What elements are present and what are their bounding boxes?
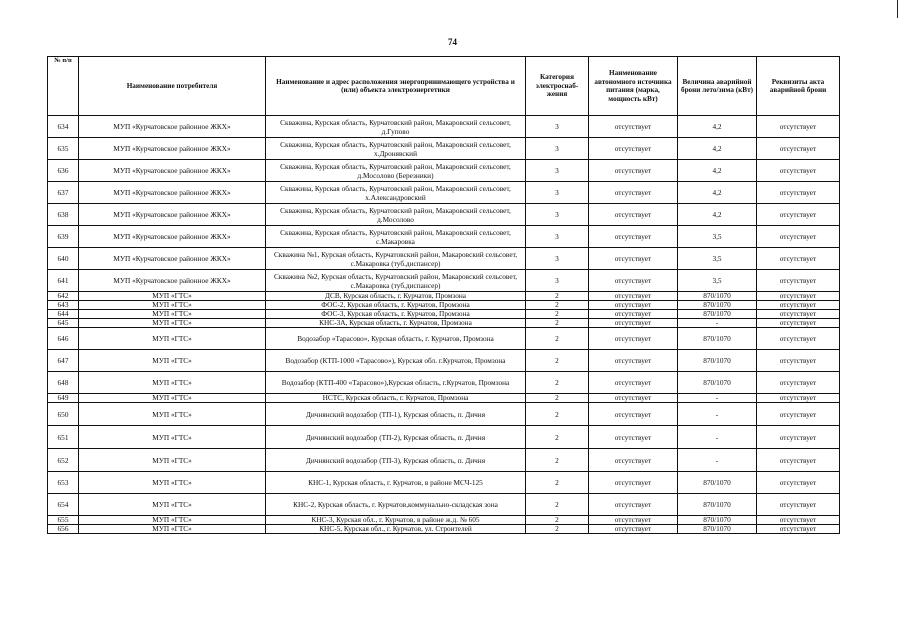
table-row [48,472,840,494]
cell-num: 644 [48,310,79,319]
table-body [48,116,840,534]
cell-act: отсутствует [757,248,840,270]
cell-consumer: МУП «ГТС» [79,525,266,534]
cell-num: 637 [48,182,79,204]
cell-num: 650 [48,403,79,426]
cell-category: 3 [526,270,589,292]
cell-consumer: МУП «Курчатовское районное ЖКХ» [79,116,266,138]
cell-category: 3 [526,204,589,226]
cell-source: отсутствует [589,372,678,394]
cell-source: отсутствует [589,310,678,319]
cell-reserve: - [678,394,757,403]
cell-num: 636 [48,160,79,182]
cell-source: отсутствует [589,394,678,403]
cell-source: отсутствует [589,301,678,310]
cell-num: 645 [48,319,79,328]
cell-act: отсутствует [757,319,840,328]
cell-object: Скважина, Курская область, Курчатовский район, Макаровский сельсовет, с.Макаровка [266,226,526,248]
cell-object: Скважина, Курская область, Курчатовский район, Макаровский сельсовет, д.Мосолово (Березники) [266,160,526,182]
cell-source: отсутствует [589,292,678,301]
table-row [48,449,840,472]
cell-source: отсутствует [589,449,678,472]
cell-act: отсутствует [757,328,840,350]
cell-act: отсутствует [757,372,840,394]
cell-num: 643 [48,301,79,310]
cell-act: отсутствует [757,160,840,182]
header-consumer: Наименование потребителя [79,57,266,116]
cell-category: 2 [526,494,589,516]
table-row [48,350,840,372]
cell-consumer: МУП «Курчатовское районное ЖКХ» [79,248,266,270]
cell-category: 2 [526,426,589,449]
table-row [48,328,840,350]
reserve-registry-table [47,56,840,534]
cell-reserve: - [678,426,757,449]
table-row [48,160,840,182]
cell-reserve: 870/1070 [678,494,757,516]
cell-act: отсутствует [757,301,840,310]
cell-num: 646 [48,328,79,350]
cell-reserve: 870/1070 [678,328,757,350]
table-row [48,372,840,394]
cell-source: отсутствует [589,516,678,525]
cell-num: 640 [48,248,79,270]
cell-category: 2 [526,472,589,494]
cell-num: 641 [48,270,79,292]
cell-consumer: МУП «ГТС» [79,403,266,426]
cell-category: 3 [526,160,589,182]
cell-category: 3 [526,248,589,270]
cell-source: отсутствует [589,426,678,449]
cell-consumer: МУП «Курчатовское районное ЖКХ» [79,160,266,182]
cell-consumer: МУП «ГТС» [79,310,266,319]
cell-consumer: МУП «ГТС» [79,494,266,516]
cell-consumer: МУП «ГТС» [79,394,266,403]
cell-consumer: МУП «ГТС» [79,472,266,494]
table-row [48,182,840,204]
cell-object: Дичнянский водозабор (ТП-3), Курская область, п. Дичня [266,449,526,472]
cell-category: 2 [526,350,589,372]
cell-source: отсутствует [589,494,678,516]
cell-object: Дичнянский водозабор (ТП-2), Курская область, п. Дичня [266,426,526,449]
cell-reserve: - [678,319,757,328]
cell-reserve: - [678,449,757,472]
page-number: 74 [448,37,457,47]
cell-num: 652 [48,449,79,472]
cell-category: 2 [526,516,589,525]
cell-act: отсутствует [757,394,840,403]
header-row [48,57,840,116]
cell-category: 2 [526,292,589,301]
cell-act: отсутствует [757,516,840,525]
cell-reserve: 3,5 [678,270,757,292]
cell-object: Скважина №2, Курская область, Курчатовский район, Макаровский сельсовет, с.Макаровка (туб.диспансер) [266,270,526,292]
cell-act: отсутствует [757,138,840,160]
cell-category: 2 [526,449,589,472]
cell-act: отсутствует [757,449,840,472]
cell-source: отсутствует [589,319,678,328]
cell-consumer: МУП «Курчатовское районное ЖКХ» [79,182,266,204]
cell-num: 647 [48,350,79,372]
cell-category: 2 [526,372,589,394]
cell-act: отсутствует [757,494,840,516]
cell-category: 3 [526,138,589,160]
table-row [48,426,840,449]
table-row [48,310,840,319]
cell-num: 655 [48,516,79,525]
cell-act: отсутствует [757,226,840,248]
cell-num: 649 [48,394,79,403]
table-row [48,516,840,525]
cell-consumer: МУП «Курчатовское районное ЖКХ» [79,204,266,226]
cell-num: 638 [48,204,79,226]
cell-reserve: 870/1070 [678,372,757,394]
cell-category: 2 [526,394,589,403]
cell-num: 642 [48,292,79,301]
cell-object: Скважина, Курская область, Курчатовский район, Макаровский сельсовет, д.Гупово [266,116,526,138]
cell-consumer: МУП «Курчатовское районное ЖКХ» [79,270,266,292]
cell-object: Скважина, Курская область, Курчатовский район, Макаровский сельсовет, д.Мосолово [266,204,526,226]
header-num: № п/п [48,57,79,116]
cell-category: 2 [526,525,589,534]
cell-source: отсутствует [589,182,678,204]
cell-object: Скважина, Курская область, Курчатовский район, Макаровский сельсовет, х.Александровский [266,182,526,204]
cell-source: отсутствует [589,525,678,534]
cell-act: отсутствует [757,292,840,301]
cell-consumer: МУП «ГТС» [79,319,266,328]
cell-num: 653 [48,472,79,494]
cell-source: отсутствует [589,328,678,350]
cell-object: КНС-5, Курская обл., г. Курчатов, ул. Строителей [266,525,526,534]
cell-consumer: МУП «ГТС» [79,292,266,301]
cell-object: КНС-2, Курская область, г. Курчатов,коммунально-складская зона [266,494,526,516]
cell-source: отсутствует [589,226,678,248]
cell-num: 648 [48,372,79,394]
cell-reserve: 870/1070 [678,310,757,319]
cell-reserve: - [678,403,757,426]
header-category: Категория электроснаб-жения [526,57,589,116]
cell-act: отсутствует [757,426,840,449]
cell-object: ФОС-2, Курская область, г. Курчатов, Промзона [266,301,526,310]
table-row [48,301,840,310]
cell-consumer: МУП «Курчатовское районное ЖКХ» [79,226,266,248]
cell-object: ДСВ, Курская область, г. Курчатов, Промзона [266,292,526,301]
cell-reserve: 4,2 [678,204,757,226]
cell-act: отсутствует [757,350,840,372]
cell-reserve: 4,2 [678,182,757,204]
cell-reserve: 870/1070 [678,292,757,301]
cell-object: Скважина №1, Курская область, Курчатовский район, Макаровский сельсовет, с.Макаровка (туб.диспансер) [266,248,526,270]
cell-consumer: МУП «Курчатовское районное ЖКХ» [79,138,266,160]
cell-source: отсутствует [589,472,678,494]
cell-object: КНС-3А, Курская область, г. Курчатов, Промзона [266,319,526,328]
cell-reserve: 870/1070 [678,301,757,310]
cell-consumer: МУП «ГТС» [79,449,266,472]
cell-category: 3 [526,182,589,204]
cell-reserve: 4,2 [678,138,757,160]
header-act: Реквизиты акта аварийной брони [757,57,840,116]
cell-object: Водозабор «Тарасово», Курская область, г. Курчатов, Промзона [266,328,526,350]
cell-consumer: МУП «ГТС» [79,328,266,350]
cell-object: Дичнянский водозабор (ТП-1), Курская область, п. Дичня [266,403,526,426]
cell-reserve: 870/1070 [678,350,757,372]
table-row [48,403,840,426]
cell-object: Водозабор (КТП-400 «Тарасово»),Курская область, г.Курчатов, Промзона [266,372,526,394]
cell-act: отсутствует [757,525,840,534]
cell-consumer: МУП «ГТС» [79,516,266,525]
cell-consumer: МУП «ГТС» [79,301,266,310]
table-row [48,525,840,534]
cell-consumer: МУП «ГТС» [79,426,266,449]
table-row [48,494,840,516]
table-row [48,394,840,403]
cell-category: 2 [526,301,589,310]
cell-num: 654 [48,494,79,516]
cell-act: отсутствует [757,310,840,319]
cell-category: 3 [526,116,589,138]
cell-num: 639 [48,226,79,248]
cell-category: 2 [526,319,589,328]
cell-source: отсутствует [589,116,678,138]
table-row [48,270,840,292]
cell-num: 635 [48,138,79,160]
cell-source: отсутствует [589,248,678,270]
cell-act: отсутствует [757,182,840,204]
cell-source: отсутствует [589,403,678,426]
cell-reserve: 3,5 [678,226,757,248]
cell-object: ФОС-3, Курская область, г. Курчатов, Промзона [266,310,526,319]
table-row [48,116,840,138]
cell-category: 2 [526,328,589,350]
cell-reserve: 870/1070 [678,516,757,525]
table-row [48,138,840,160]
table-row [48,292,840,301]
cell-object: Водозабор (КТП-1000 «Тарасово»), Курская обл. г.Курчатов, Промзона [266,350,526,372]
table-row [48,204,840,226]
header-object: Наименование и адрес расположения энергопринимающего устройства и (или) объекта электроэнергетики [266,57,526,116]
cell-act: отсутствует [757,116,840,138]
cell-act: отсутствует [757,204,840,226]
cell-source: отсутствует [589,160,678,182]
cell-num: 634 [48,116,79,138]
header-reserve: Величина аварийной брони лето/зима (кВт) [678,57,757,116]
header-source: Наименование автономного источника питания (марка, мощность кВт) [589,57,678,116]
cell-object: Скважина, Курская область, Курчатовский район, Макаровский сельсовет, х.Дронявский [266,138,526,160]
page-edge-mark [897,0,898,18]
cell-category: 2 [526,403,589,426]
cell-source: отсутствует [589,204,678,226]
cell-act: отсутствует [757,472,840,494]
table-row [48,248,840,270]
cell-source: отсутствует [589,138,678,160]
cell-act: отсутствует [757,403,840,426]
cell-num: 651 [48,426,79,449]
cell-reserve: 870/1070 [678,525,757,534]
cell-reserve: 4,2 [678,160,757,182]
cell-object: КНС-1, Курская область, г. Курчатов, в районе МСЧ-125 [266,472,526,494]
cell-object: КНС-3, Курская обл., г. Курчатов, в районе ж.д. № 605 [266,516,526,525]
cell-reserve: 4,2 [678,116,757,138]
cell-category: 3 [526,226,589,248]
cell-source: отсутствует [589,270,678,292]
cell-act: отсутствует [757,270,840,292]
cell-num: 656 [48,525,79,534]
cell-reserve: 3,5 [678,248,757,270]
cell-reserve: 870/1070 [678,472,757,494]
cell-consumer: МУП «ГТС» [79,372,266,394]
table-row [48,226,840,248]
cell-object: НСТС, Курская область, г. Курчатов, Промзона [266,394,526,403]
cell-consumer: МУП «ГТС» [79,350,266,372]
cell-source: отсутствует [589,350,678,372]
cell-category: 2 [526,310,589,319]
table-row [48,319,840,328]
